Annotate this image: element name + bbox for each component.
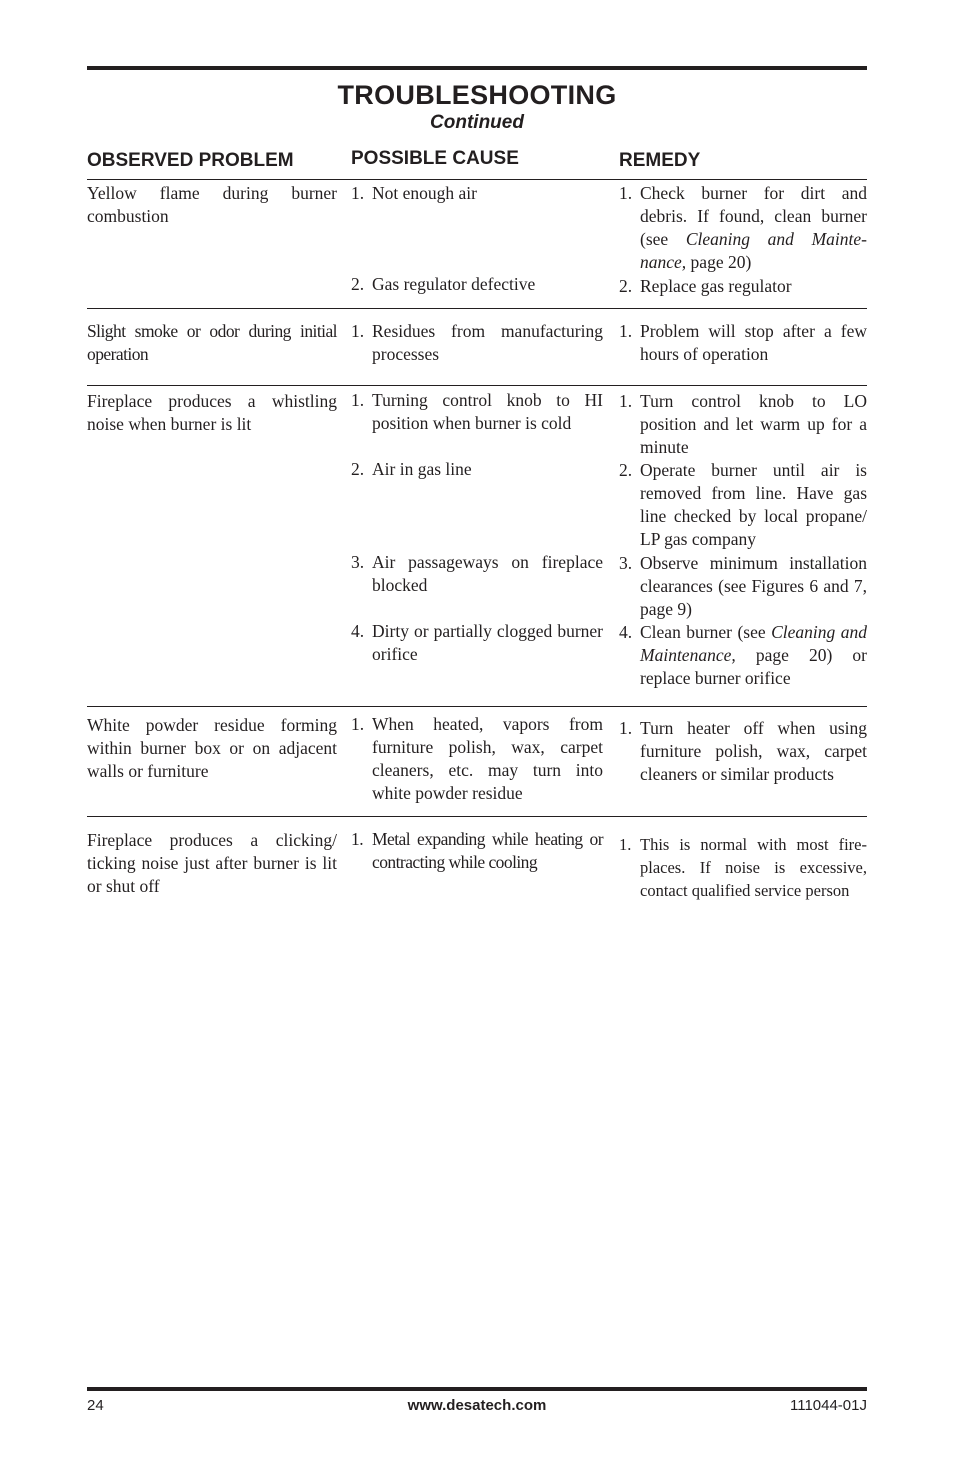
row-divider xyxy=(87,308,867,309)
problem-cell: Fireplace produces a clicking/ ticking noise just after burner is lit or shut off xyxy=(87,830,337,896)
document-code: 111044-01J xyxy=(789,1397,867,1414)
page-title: TROUBLESHOOTING xyxy=(337,80,617,110)
column-header-remedy: REMEDY xyxy=(619,150,701,171)
header-rule xyxy=(87,179,867,180)
column-header-cause: POSSIBLE CAUSE xyxy=(351,148,519,169)
problem-cell: Yellow flame during burner combustion xyxy=(87,183,337,226)
bottom-rule xyxy=(87,1387,867,1391)
page-number: 24 xyxy=(87,1397,104,1414)
row-divider xyxy=(87,816,867,817)
problem-cell: Slight smoke or odor during initial operation xyxy=(87,321,337,364)
footer-url: www.desatech.com xyxy=(407,1397,547,1414)
top-rule xyxy=(87,66,867,70)
column-header-problem: OBSERVED PROBLEM xyxy=(87,150,294,171)
row-divider xyxy=(87,706,867,707)
problem-cell: Fireplace produces a whistling noise when burner is lit xyxy=(87,391,337,434)
row-divider xyxy=(87,385,867,386)
page-subtitle: Continued xyxy=(430,112,524,133)
problem-cell: White powder residue forming within burner box or on adjacent walls or furniture xyxy=(87,715,337,781)
